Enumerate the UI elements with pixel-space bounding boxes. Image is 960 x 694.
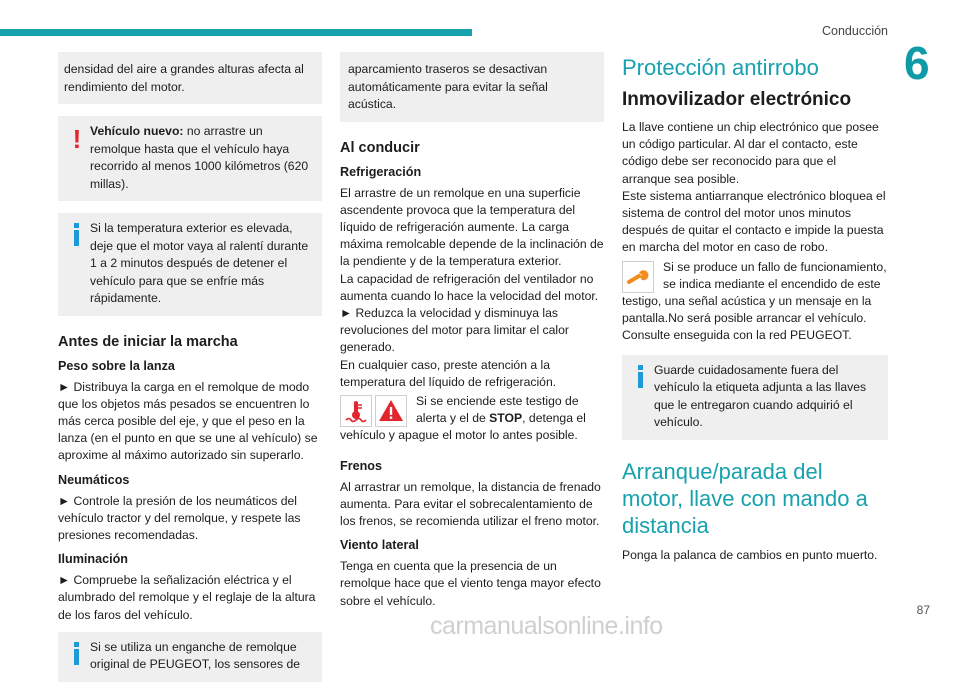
info-box: [58, 213, 322, 316]
column-3: [622, 52, 888, 570]
paragraph: Ponga la palanca de cambios en punto muerto.: [622, 547, 878, 562]
warning-box-text: no arrastre un remolque hasta que el vehículo haya recorrido al menos 1000 kilómetros (620 millas).: [90, 124, 309, 191]
exclamation-icon: !: [72, 124, 82, 154]
column-1: [58, 52, 322, 694]
paragraph: En cualquier caso, preste atención a la temperatura del líquido de refrigeración.: [340, 357, 557, 389]
immobiliser-warning-block: [622, 259, 888, 351]
warning-lamps: [340, 395, 410, 427]
paragraph: La capacidad de refrigeración del ventilador no aumenta cuando lo hace la velocidad del motor.: [340, 271, 599, 303]
title-line: motor, llave con mando a: [622, 485, 868, 511]
info-box-text: Si se utiliza un enganche de remolque original de PEUGEOT, los sensores de: [90, 639, 300, 672]
subheading-weight: Peso sobre la lanza: [58, 358, 175, 373]
paragraph: Este sistema antiarranque electrónico bloquea el sistema de control del motor unos minutos después de quitar el contacto e impide la puesta en marcha del motor en caso de robo.: [622, 188, 886, 255]
paragraph: ► Compruebe la señalización eléctrica y el alumbrado del remolque y el reglaje de la altura de los faros del vehículo.: [58, 573, 316, 622]
info-box: [622, 355, 888, 440]
coolant-temperature-icon: [340, 395, 372, 427]
paragraph: El arrastre de un remolque en una superficie ascendente provoca que la temperatura del líquido de refrigeración aumente. La carga máxima remolcable depende de la inclinación de la pendiente y de la temperatura exterior.: [340, 185, 604, 269]
continued-note-text: aparcamiento traseros se desactivan automáticamente para evitar la señal acústica.: [348, 62, 548, 111]
paragraph: Si se produce un fallo de funcionamiento, se indica mediante el encendido de este testigo, una señal acústica y un mensaje en la pantalla.No será posible arrancar el vehículo. Consulte enseguida con la red PEUGEOT.: [622, 259, 887, 343]
wrench-icon: [622, 261, 654, 293]
column-2: [340, 52, 604, 616]
page-number: 87: [916, 603, 930, 617]
chapter-number: 6: [904, 37, 930, 89]
warning-triangle-icon: [375, 395, 407, 427]
paragraph: ► Reduzca la velocidad y disminuya las revoluciones del motor para limitar el calor generado.: [340, 305, 569, 355]
chapter-accent-bar: [0, 29, 472, 36]
section-title: [622, 458, 888, 539]
paragraph: Tenga en cuenta que la presencia de un remolque hace que el viento tenga mayor efecto sobre el vehículo.: [340, 559, 601, 608]
subheading-brakes: Frenos: [340, 458, 382, 473]
continued-note: [58, 52, 322, 104]
warning-box: [58, 116, 322, 201]
section-heading: Antes de iniciar la marcha: [58, 333, 238, 350]
text: , detenga el vehículo y apague el motor lo antes posible.: [340, 411, 586, 443]
continued-note-text: densidad del aire a grandes alturas afecta al rendimiento del motor.: [64, 62, 304, 94]
subheading-cooling: Refrigeración: [340, 164, 422, 179]
paragraph: ► Distribuya la carga en el remolque de modo que los objetos más pesados se encuentren lo más cerca posible del eje, y que el peso en la lanza (en el punto en que se une al vehículo) se aproxime al máximo autorizado sin superarlo.: [58, 379, 318, 463]
text: Si se enciende este testigo de alerta y el de: [416, 393, 579, 426]
info-icon: [70, 223, 84, 246]
stop-label: STOP: [489, 411, 523, 426]
watermark: carmanualsonline.info: [430, 612, 663, 640]
title-line: Arranque/parada del: [622, 458, 823, 484]
paragraph: ► Controle la presión de los neumáticos del vehículo tractor y del remolque, y respete las presiones recomendadas.: [58, 493, 301, 542]
info-icon: [70, 642, 84, 665]
section-title: Protección antirrobo: [622, 55, 819, 80]
info-box-text: Si la temperatura exterior es elevada, deje que el motor vaya al ralentí durante 1 a 2 minutos después de detener el vehículo para que se enfríe más rápidamente.: [90, 221, 309, 305]
warning-lamps: [622, 261, 657, 293]
section-heading: Inmovilizador electrónico: [622, 89, 852, 110]
subheading-tyres: Neumáticos: [58, 472, 130, 487]
paragraph: La llave contiene un chip electrónico que posee un código particular. Al dar el contacto, este código debe ser reconocido para que el arranque sea posible.: [622, 120, 879, 186]
section-heading: Al conducir: [340, 139, 420, 156]
running-title: Conducción: [821, 24, 888, 38]
paragraph: Al arrastrar un remolque, la distancia de frenado aumenta. Para evitar el sobrecalentamiento de los frenos, se recomienda utilizar el freno motor.: [340, 479, 601, 528]
title-line: distancia: [622, 512, 709, 538]
info-box-text: Guarde cuidadosamente fuera del vehículo la etiqueta adjunta a las llaves que le entregaron cuando adquirió el vehículo.: [654, 362, 867, 430]
info-box: [58, 632, 322, 682]
info-icon: [634, 365, 648, 388]
subheading-lighting: Iluminación: [58, 552, 128, 567]
warning-box-bold: Vehículo nuevo:: [90, 124, 184, 138]
continued-note: [340, 52, 604, 122]
subheading-crosswind: Viento lateral: [340, 538, 419, 553]
coolant-warning-block: [340, 393, 604, 451]
